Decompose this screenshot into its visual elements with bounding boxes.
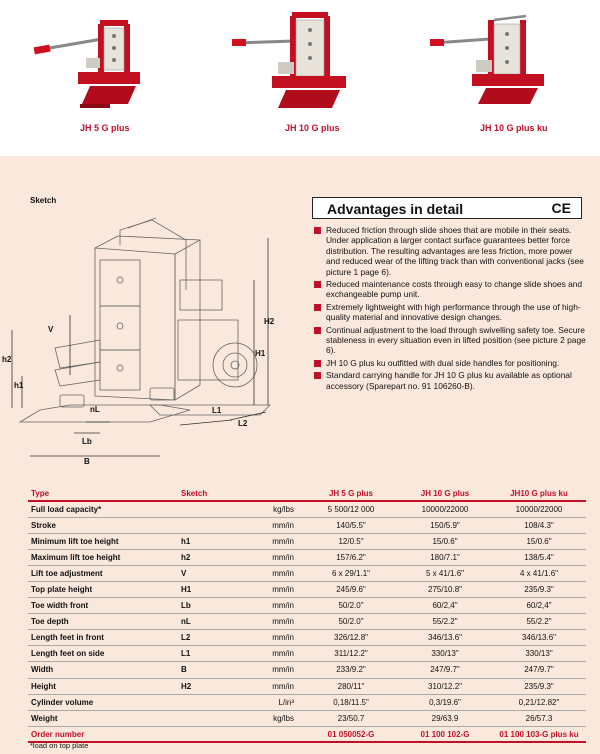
order-jh10-ku: 01 100 103-G plus ku xyxy=(492,726,586,742)
row-sketch-symbol: B xyxy=(178,662,222,678)
row-value-jh10: 5 x 41/1.6" xyxy=(398,565,492,581)
sketch-title: Sketch xyxy=(30,196,57,205)
advantage-item: JH 10 G plus ku outfitted with dual side handles for positioning. xyxy=(314,358,586,368)
bullet-square-icon xyxy=(314,372,321,379)
product-label-jh10-ku: JH 10 G plus ku xyxy=(480,123,548,133)
row-value-jh10: 275/10.8" xyxy=(398,581,492,597)
table-row xyxy=(28,549,586,565)
row-value-jh10-ku: 138/5.4" xyxy=(492,549,586,565)
product-gallery xyxy=(0,0,600,156)
row-value-jh10-ku: 247/9.7" xyxy=(492,662,586,678)
table-row xyxy=(28,517,586,533)
footnote: *load on top plate xyxy=(30,741,89,750)
row-value-jh5: 50/2.0" xyxy=(304,614,398,630)
row-sketch-symbol xyxy=(178,710,222,726)
row-sketch-symbol: h1 xyxy=(178,533,222,549)
row-value-jh10: 247/9.7" xyxy=(398,662,492,678)
table-row xyxy=(28,614,586,630)
row-sketch-symbol xyxy=(178,501,222,517)
row-value-jh10: 15/0.6" xyxy=(398,533,492,549)
row-label: Top plate height xyxy=(28,581,178,597)
row-value-jh10-ku: 15/0.6" xyxy=(492,533,586,549)
row-value-jh5: 23/50.7 xyxy=(304,710,398,726)
row-value-jh10-ku: 26/57.3 xyxy=(492,710,586,726)
table-header-row xyxy=(28,486,586,501)
row-unit: L/in³ xyxy=(222,694,304,710)
table-row xyxy=(28,710,586,726)
row-label: Cylinder volume xyxy=(28,694,178,710)
bullet-square-icon xyxy=(314,327,321,334)
row-value-jh10-ku: 0,21/12.82" xyxy=(492,694,586,710)
row-label: Length feet in front xyxy=(28,630,178,646)
row-value-jh10-ku: 60/2,4" xyxy=(492,598,586,614)
advantage-item: Continual adjustment to the load through swivelling safety toe. Secure stableness in every situation even in lifted position (see picture 2 page 6). xyxy=(314,325,586,356)
row-value-jh10: 150/5.9" xyxy=(398,517,492,533)
row-value-jh5: 157/6.2" xyxy=(304,549,398,565)
row-value-jh10: 346/13.6" xyxy=(398,630,492,646)
header-type: Type xyxy=(28,486,178,501)
row-value-jh5: 140/5.5" xyxy=(304,517,398,533)
row-unit: kg/lbs xyxy=(222,501,304,517)
table-row xyxy=(28,533,586,549)
row-value-jh10: 0,3/19.6" xyxy=(398,694,492,710)
row-sketch-symbol: H2 xyxy=(178,678,222,694)
ce-mark-icon: CE xyxy=(551,200,571,216)
row-value-jh10: 29/63.9 xyxy=(398,710,492,726)
dim-L1: L1 xyxy=(212,406,222,415)
dim-Lb: Lb xyxy=(82,437,92,446)
row-sketch-symbol: nL xyxy=(178,614,222,630)
row-value-jh10: 55/2.2" xyxy=(398,614,492,630)
row-value-jh10: 60/2,4" xyxy=(398,598,492,614)
bullet-square-icon xyxy=(314,304,321,311)
row-sketch-symbol: L2 xyxy=(178,630,222,646)
row-value-jh5: 280/11" xyxy=(304,678,398,694)
order-jh10: 01 100 102-G xyxy=(398,726,492,742)
table-row xyxy=(28,501,586,517)
table-row xyxy=(28,581,586,597)
row-sketch-symbol: L1 xyxy=(178,646,222,662)
advantages-list xyxy=(314,225,586,393)
row-sketch-symbol: h2 xyxy=(178,549,222,565)
row-label: Length feet on side xyxy=(28,646,178,662)
row-value-jh10-ku: 235/9.3" xyxy=(492,678,586,694)
row-unit: mm/in xyxy=(222,678,304,694)
row-label: Width xyxy=(28,662,178,678)
row-value-jh10-ku: 10000/22000 xyxy=(492,501,586,517)
row-unit: mm/in xyxy=(222,662,304,678)
row-label: Height xyxy=(28,678,178,694)
dim-H2: H2 xyxy=(264,317,275,326)
row-unit: kg/lbs xyxy=(222,710,304,726)
row-value-jh5: 0,18/11.5" xyxy=(304,694,398,710)
row-label: Lift toe adjustment xyxy=(28,565,178,581)
row-value-jh5: 50/2.0" xyxy=(304,598,398,614)
row-sketch-symbol xyxy=(178,517,222,533)
dim-B: B xyxy=(84,457,90,466)
header-sketch: Sketch xyxy=(178,486,222,501)
row-unit: mm/in xyxy=(222,533,304,549)
advantage-item: Reduced friction through slide shoes that are mobile in their seats. Under application a larger contact surface guarantees better force distribution. The resulting advantages are less friction, more power and reduced wear of the lifting track than with conventional jacks (see picture 1 page 6). xyxy=(314,225,586,277)
row-value-jh10-ku: 108/4.3" xyxy=(492,517,586,533)
row-unit: mm/in xyxy=(222,549,304,565)
row-unit: mm/in xyxy=(222,630,304,646)
row-label: Toe depth xyxy=(28,614,178,630)
row-value-jh10: 330/13" xyxy=(398,646,492,662)
row-unit: mm/in xyxy=(222,517,304,533)
order-number-row xyxy=(28,726,586,742)
technical-sketch xyxy=(0,200,300,470)
header-jh10-ku: JH10 G plus ku xyxy=(492,486,586,501)
row-value-jh10-ku: 235/9.3" xyxy=(492,581,586,597)
dim-H1: H1 xyxy=(255,349,266,358)
row-unit: mm/in xyxy=(222,581,304,597)
row-value-jh10: 310/12.2" xyxy=(398,678,492,694)
row-value-jh10-ku: 346/13.6" xyxy=(492,630,586,646)
row-value-jh5: 5 500/12 000 xyxy=(304,501,398,517)
dim-nL: nL xyxy=(90,405,100,414)
advantage-item: Reduced maintenance costs through easy to change slide shoes and exchangeable pump unit. xyxy=(314,279,586,300)
row-value-jh5: 6 x 29/1.1" xyxy=(304,565,398,581)
row-label: Full load capacity* xyxy=(28,501,178,517)
row-value-jh5: 311/12.2" xyxy=(304,646,398,662)
advantage-item: Standard carrying handle for JH 10 G plus ku available as optional accessory (Sparepart no. 91 106260-B). xyxy=(314,370,586,391)
row-value-jh10: 180/7.1" xyxy=(398,549,492,565)
advantages-title: Advantages in detail xyxy=(327,201,464,217)
table-row xyxy=(28,694,586,710)
table-row xyxy=(28,678,586,694)
row-label: Minimum lift toe height xyxy=(28,533,178,549)
spec-table xyxy=(28,486,586,743)
product-image-jh10-ku xyxy=(428,6,548,116)
bullet-square-icon xyxy=(314,227,321,234)
advantage-item: Extremely lightweight with high performance through the use of high-quality material and innovative design changes. xyxy=(314,302,586,323)
row-unit: mm/in xyxy=(222,565,304,581)
row-value-jh10-ku: 4 x 41/1.6" xyxy=(492,565,586,581)
row-label: Stroke xyxy=(28,517,178,533)
table-row xyxy=(28,565,586,581)
header-jh5: JH 5 G plus xyxy=(304,486,398,501)
row-label: Weight xyxy=(28,710,178,726)
row-value-jh10-ku: 55/2.2" xyxy=(492,614,586,630)
table-row xyxy=(28,662,586,678)
row-value-jh5: 326/12.8" xyxy=(304,630,398,646)
row-unit: mm/in xyxy=(222,646,304,662)
row-value-jh10-ku: 330/13" xyxy=(492,646,586,662)
bullet-square-icon xyxy=(314,281,321,288)
row-value-jh10: 10000/22000 xyxy=(398,501,492,517)
order-jh5: 01 050052-G xyxy=(304,726,398,742)
table-row xyxy=(28,598,586,614)
dim-v: V xyxy=(48,325,54,334)
dim-h1: h1 xyxy=(14,381,24,390)
dim-h2: h2 xyxy=(2,355,12,364)
dim-L2: L2 xyxy=(238,419,248,428)
row-value-jh5: 245/9.6" xyxy=(304,581,398,597)
product-image-jh10 xyxy=(232,6,352,116)
row-sketch-symbol: H1 xyxy=(178,581,222,597)
row-sketch-symbol: V xyxy=(178,565,222,581)
product-label-jh5: JH 5 G plus xyxy=(80,123,130,133)
table-row xyxy=(28,630,586,646)
row-sketch-symbol xyxy=(178,694,222,710)
row-unit: mm/in xyxy=(222,614,304,630)
row-label: Toe width front xyxy=(28,598,178,614)
row-value-jh5: 12/0.5" xyxy=(304,533,398,549)
row-unit: mm/in xyxy=(222,598,304,614)
advantages-header xyxy=(312,197,582,219)
table-row xyxy=(28,646,586,662)
product-image-jh5 xyxy=(32,6,152,116)
bullet-square-icon xyxy=(314,360,321,367)
header-jh10: JH 10 G plus xyxy=(398,486,492,501)
row-sketch-symbol: Lb xyxy=(178,598,222,614)
product-label-jh10: JH 10 G plus xyxy=(285,123,340,133)
order-label: Order number xyxy=(28,726,178,742)
row-label: Maximum lift toe height xyxy=(28,549,178,565)
row-value-jh5: 233/9.2" xyxy=(304,662,398,678)
